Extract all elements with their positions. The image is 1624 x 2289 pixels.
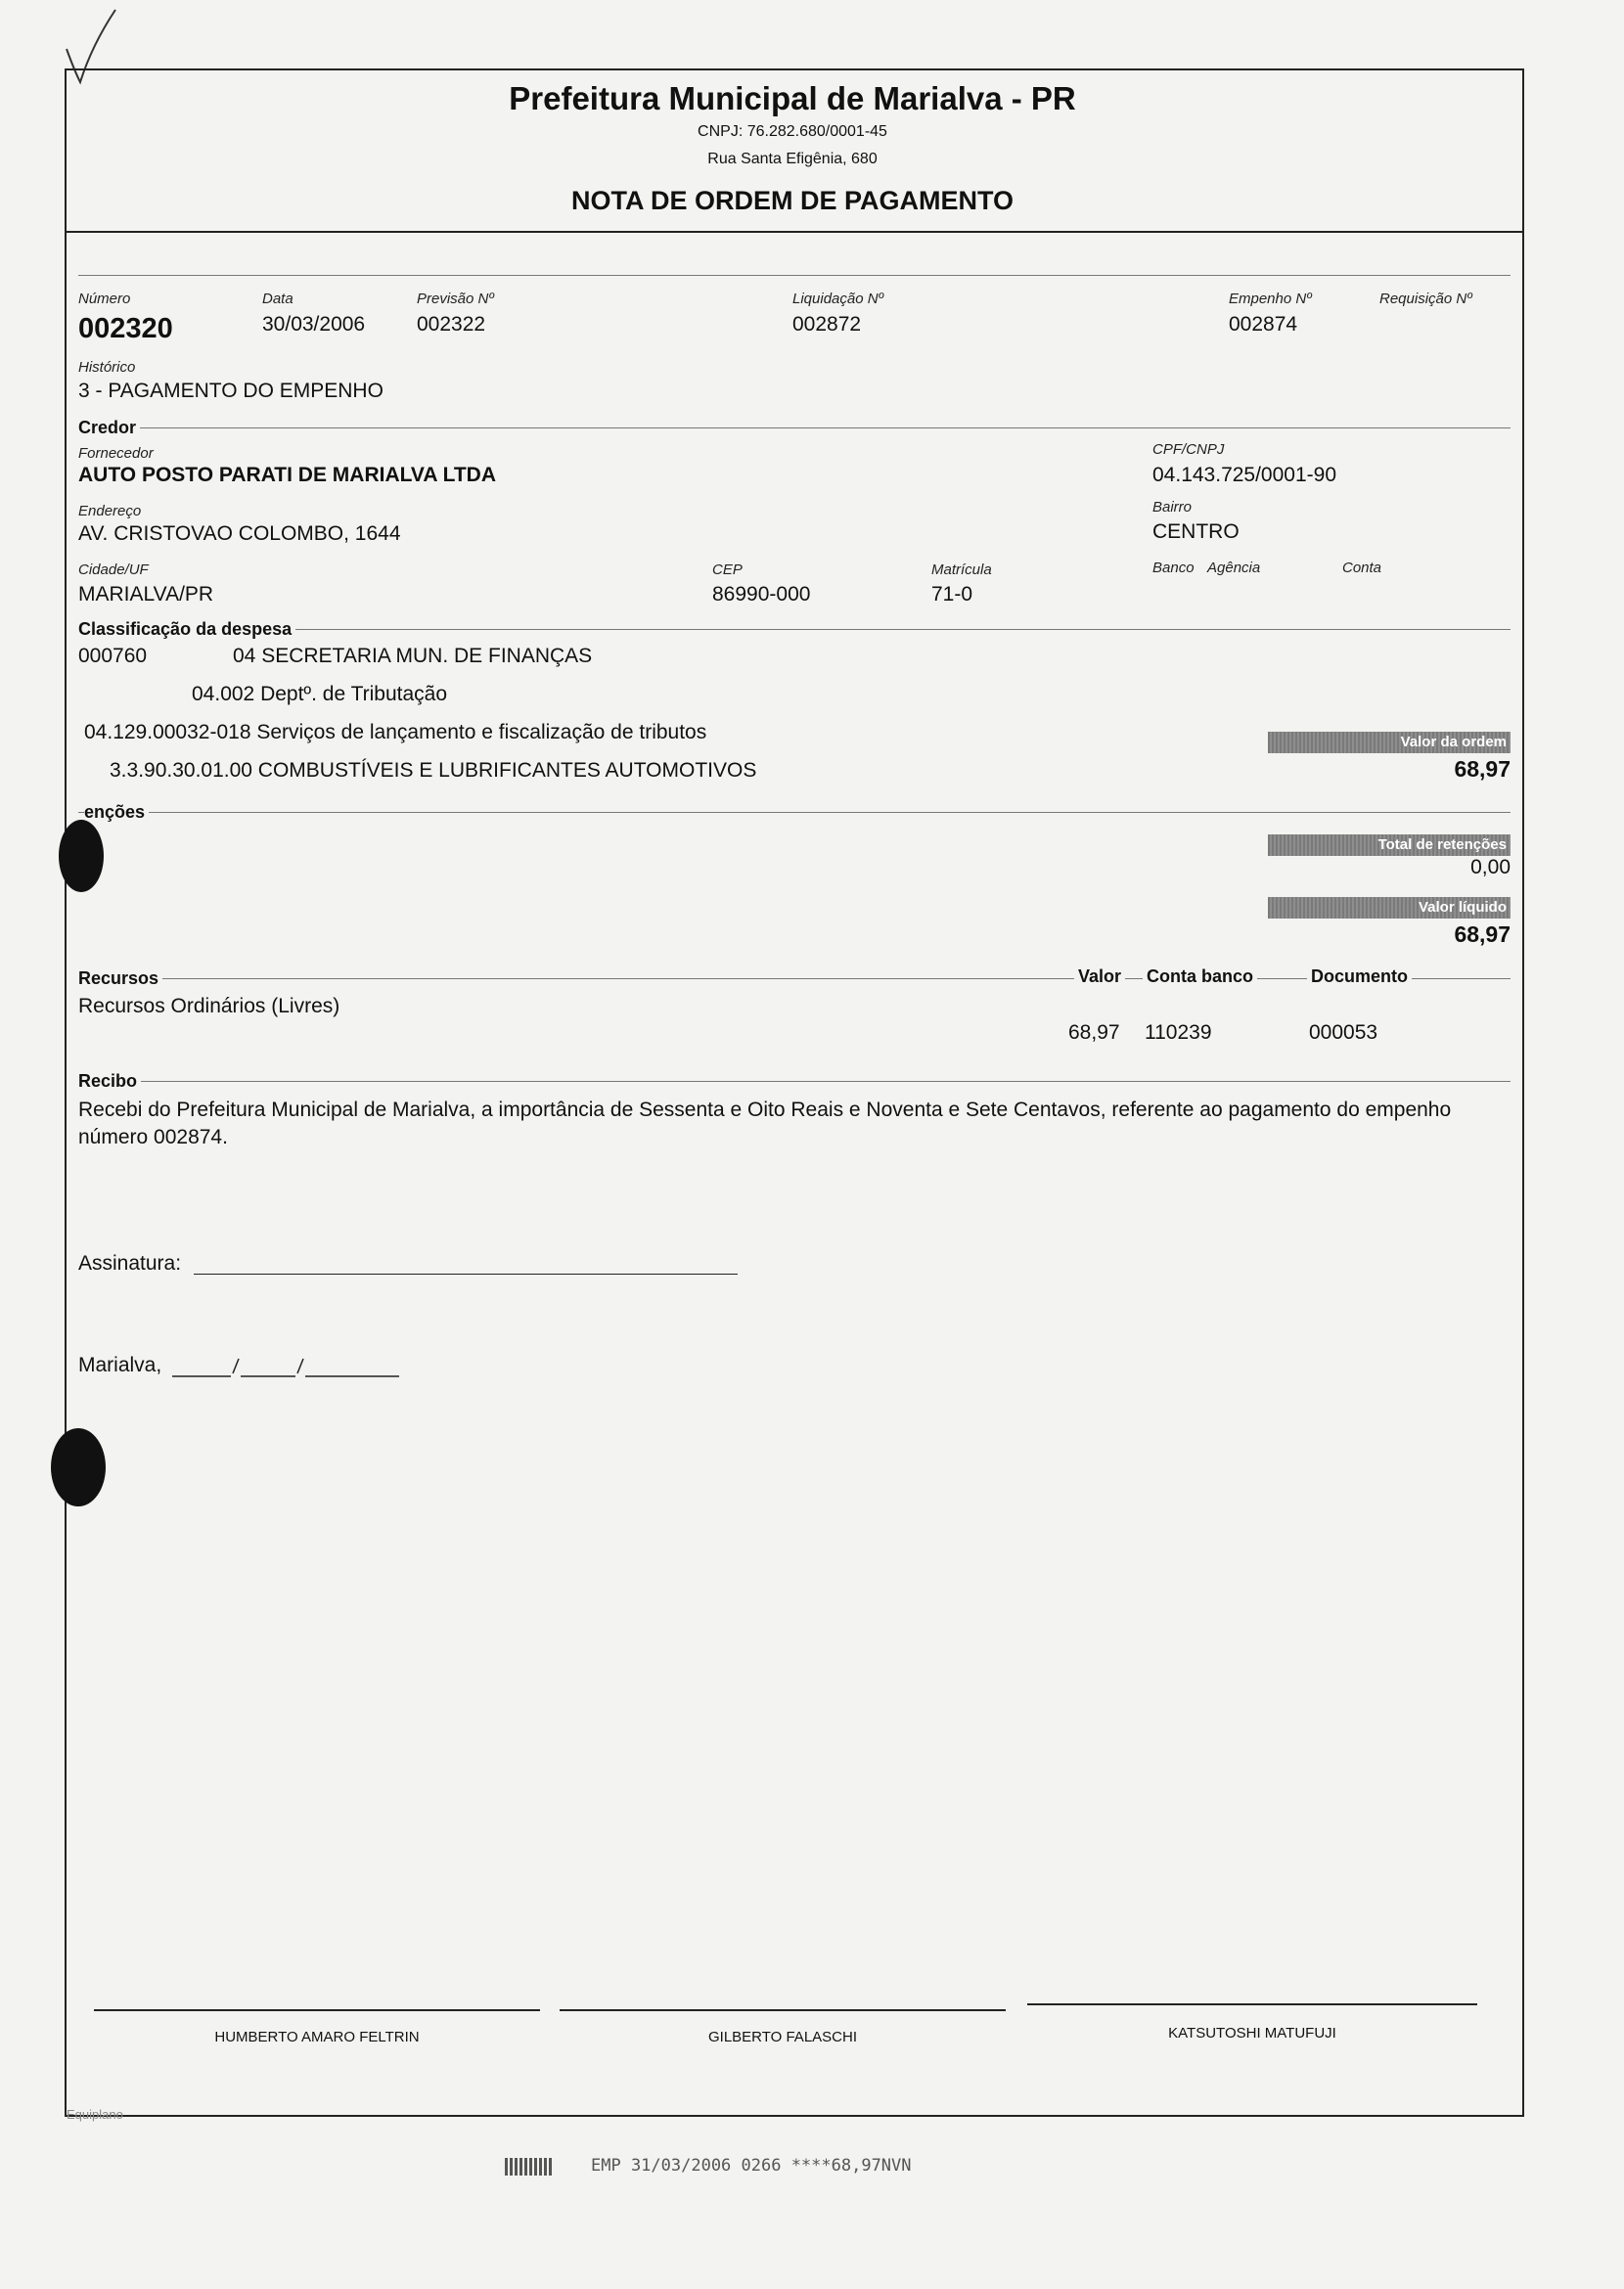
address-line: Rua Santa Efigênia, 680 <box>707 151 878 167</box>
signatory-1: HUMBERTO AMARO FELTRIN <box>214 2029 420 2045</box>
previsao-label: Previsão Nº <box>417 291 494 307</box>
matricula-value: 71-0 <box>931 583 973 606</box>
recursos-divider <box>78 978 1511 979</box>
banco-label: Banco <box>1152 560 1195 576</box>
recursos-documento: 000053 <box>1309 1021 1378 1044</box>
cpf-label: CPF/CNPJ <box>1152 441 1225 458</box>
retencoes-section: enções <box>84 802 149 823</box>
municipality-title: Prefeitura Municipal de Marialva - PR <box>509 80 1076 116</box>
numero-value: 002320 <box>78 313 173 344</box>
credor-divider <box>78 427 1511 428</box>
document-title: NOTA DE ORDEM DE PAGAMENTO <box>570 186 1014 215</box>
recursos-descricao: Recursos Ordinários (Livres) <box>78 995 340 1017</box>
signatory-2: GILBERTO FALASCHI <box>708 2029 857 2045</box>
classificacao-natureza: 3.3.90.30.01.00 COMBUSTÍVEIS E LUBRIFICANTES AUTOMOTIVOS <box>110 759 757 782</box>
date-blank-lines <box>172 1354 407 1379</box>
classificacao-section: Classificação da despesa <box>78 619 295 640</box>
total-retencoes-label: Total de retenções <box>1268 834 1511 856</box>
cpf-value: 04.143.725/0001-90 <box>1152 464 1337 486</box>
signature-line-3 <box>1027 2003 1477 2005</box>
agencia-label: Agência <box>1207 560 1261 576</box>
document-frame <box>65 68 1524 2117</box>
cidade-value: MARIALVA/PR <box>78 583 214 606</box>
retencoes-divider <box>78 812 1511 813</box>
recibo-section: Recibo <box>78 1071 141 1092</box>
valor-ordem-value: 68,97 <box>1454 756 1511 782</box>
valor-liquido-label: Valor líquido <box>1268 897 1511 919</box>
recursos-valor: 68,97 <box>1068 1021 1120 1044</box>
liquidacao-value: 002872 <box>792 313 862 336</box>
recibo-text: Recebi do Prefeitura Municipal de Marialva, a importância de Sessenta e Oito Reais e Noventa e Sete Centavos, referente ao pagamento do empenho número 002874. <box>78 1099 1452 1148</box>
bairro-value: CENTRO <box>1152 520 1240 543</box>
historico-value: 3 - PAGAMENTO DO EMPENHO <box>78 380 383 402</box>
data-label: Data <box>262 291 293 307</box>
numero-label: Número <box>78 291 131 307</box>
classificacao-secretaria: 04 SECRETARIA MUN. DE FINANÇAS <box>233 645 593 667</box>
recursos-section: Recursos <box>78 968 162 989</box>
recursos-documento-header: Documento <box>1307 966 1412 987</box>
bairro-label: Bairro <box>1152 499 1193 516</box>
endereco-value: AV. CRISTOVAO COLOMBO, 1644 <box>78 522 401 545</box>
ids-divider <box>78 275 1511 276</box>
fornecedor-value: AUTO POSTO PARATI DE MARIALVA LTDA <box>78 464 496 486</box>
valor-ordem-label: Valor da ordem <box>1268 732 1511 753</box>
empenho-value: 002874 <box>1229 313 1298 336</box>
credor-section: Credor <box>78 418 140 438</box>
cep-label: CEP <box>712 561 743 578</box>
conta-label: Conta <box>1342 560 1382 576</box>
signatory-3: KATSUTOSHI MATUFUJI <box>1168 2025 1336 2042</box>
assinatura-label: Assinatura: <box>78 1252 182 1275</box>
matricula-label: Matrícula <box>931 561 992 578</box>
recursos-conta-header: Conta banco <box>1143 966 1257 987</box>
punch-hole-bottom <box>51 1428 106 1506</box>
historico-label: Histórico <box>78 359 136 376</box>
classificacao-departamento: 04.002 Deptº. de Tributação <box>192 683 448 705</box>
local-label: Marialva, <box>78 1354 162 1376</box>
signature-line-2 <box>560 2009 1006 2011</box>
recursos-conta: 110239 <box>1145 1021 1212 1044</box>
previsao-value: 002322 <box>417 313 486 336</box>
cnpj-line: CNPJ: 76.282.680/0001-45 <box>698 123 887 140</box>
valor-liquido-value: 68,97 <box>1454 921 1511 947</box>
bank-stamp-logo <box>505 2158 554 2176</box>
requisicao-label: Requisição Nº <box>1379 291 1472 307</box>
header-divider <box>65 231 1524 233</box>
signature-line-1 <box>94 2009 540 2011</box>
cep-value: 86990-000 <box>712 583 811 606</box>
classificacao-programa: 04.129.00032-018 Serviços de lançamento e fiscalização de tributos <box>84 721 707 743</box>
liquidacao-label: Liquidação Nº <box>792 291 884 307</box>
equiplano-brand: Equiplano <box>67 2107 123 2122</box>
total-retencoes-value: 0,00 <box>1470 856 1511 878</box>
recibo-divider <box>78 1081 1511 1082</box>
recursos-valor-header: Valor <box>1074 966 1125 987</box>
endereco-label: Endereço <box>78 503 142 519</box>
data-value: 30/03/2006 <box>262 313 366 336</box>
bank-stamp-text: EMP 31/03/2006 0266 ****68,97NVN <box>591 2156 912 2176</box>
cidade-label: Cidade/UF <box>78 561 149 578</box>
punch-hole-top <box>59 820 104 892</box>
empenho-label: Empenho Nº <box>1229 291 1312 307</box>
fornecedor-label: Fornecedor <box>78 445 154 462</box>
assinatura-line <box>194 1274 738 1275</box>
classificacao-code: 000760 <box>78 645 148 667</box>
